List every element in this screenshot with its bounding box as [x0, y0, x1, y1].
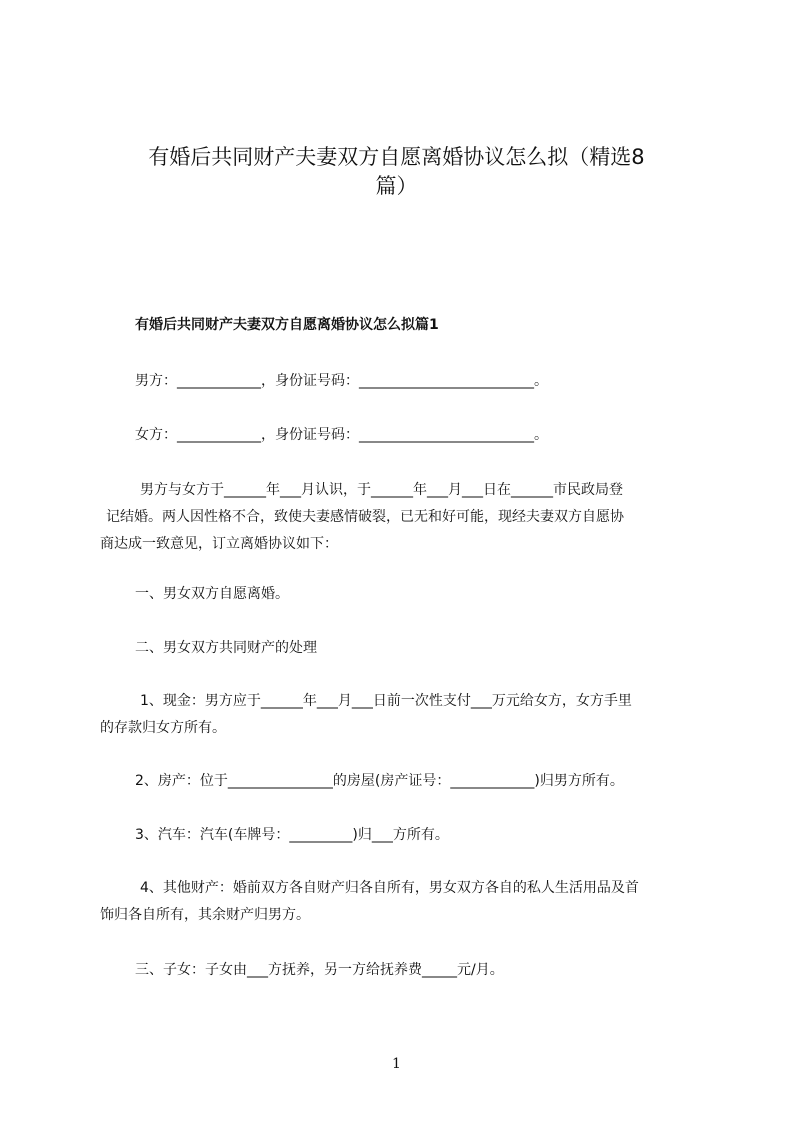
- other-property-line-2: 饰归各自所有，其余财产归男方。: [100, 907, 310, 923]
- children-line: 三、子女：子女由___方抚养，另一方给抚养费_____元/月。: [135, 962, 504, 978]
- document-title-line-1: 有婚后共同财产夫妻双方自愿离婚协议怎么拟（精选8: [148, 145, 645, 169]
- female-party-line: 女方：____________，身份证号码：_________________________。: [135, 427, 548, 443]
- male-party-line: 男方：____________，身份证号码：_________________________。: [135, 373, 548, 389]
- cash-line-1: 1、现金：男方应于______年___月___日前一次性支付___万元给女方，女方手里: [140, 693, 632, 709]
- document-title-line-2: 篇）: [375, 174, 418, 198]
- intro-line-1: 男方与女方于______年___月认识，于______年___月___日在______市民政局登: [140, 482, 623, 498]
- document-title: [100, 143, 693, 201]
- house-line: 2、房产：位于_______________的房屋(房产证号：____________)归男方所有。: [135, 773, 624, 789]
- page-number: 1: [392, 1056, 401, 1072]
- intro-paragraph: [100, 477, 624, 558]
- other-property-paragraph: [100, 875, 639, 929]
- section-heading: 有婚后共同财产夫妻双方自愿离婚协议怎么拟篇1: [135, 317, 439, 333]
- cash-line-2: 的存款归女方所有。: [100, 720, 226, 736]
- clause-divorce: 一、男女双方自愿离婚。: [135, 586, 289, 602]
- intro-line-3: 商达成一致意见，订立离婚协议如下：: [100, 536, 338, 552]
- cash-paragraph: [100, 688, 632, 742]
- intro-line-2: 记结婚。两人因性格不合，致使夫妻感情破裂，已无和好可能，现经夫妻双方自愿协: [106, 509, 624, 525]
- car-line: 3、汽车：汽车(车牌号：_________)归___方所有。: [135, 827, 449, 843]
- clause-property: 二、男女双方共同财产的处理: [135, 640, 317, 656]
- other-property-line-1: 4、其他财产：婚前双方各自财产归各自所有，男女双方各自的私人生活用品及首: [140, 880, 639, 896]
